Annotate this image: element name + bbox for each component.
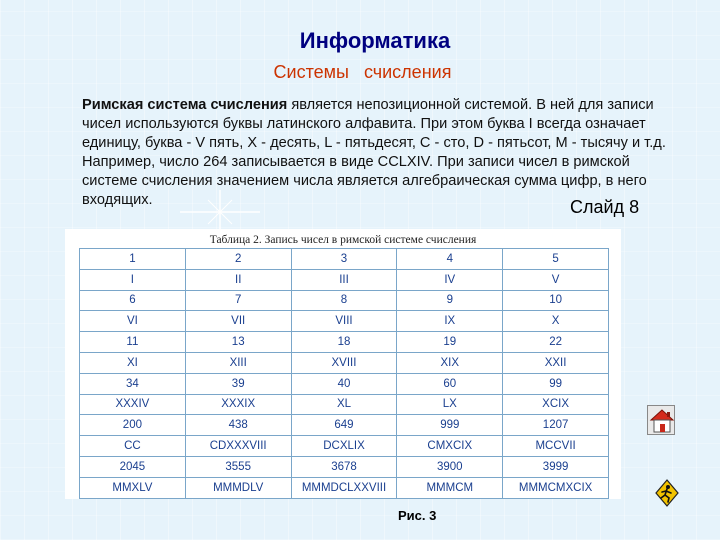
table-cell: CC: [80, 436, 186, 457]
table-cell: 4: [397, 249, 503, 270]
table-cell: XXII: [503, 352, 609, 373]
table-cell: XXXIX: [185, 394, 291, 415]
table-cell: 649: [291, 415, 397, 436]
home-button[interactable]: [647, 405, 675, 435]
table-cell: LX: [397, 394, 503, 415]
table-cell: CMXCIX: [397, 436, 503, 457]
slide-title: Информатика: [299, 28, 451, 53]
table-cell: XL: [291, 394, 397, 415]
table-cell: 11: [80, 332, 186, 353]
table-cell: 60: [397, 373, 503, 394]
table-cell: 7: [185, 290, 291, 311]
table-row: [80, 394, 609, 415]
table-cell: 3555: [185, 456, 291, 477]
table-cell: 3678: [291, 456, 397, 477]
home-icon: [648, 406, 676, 436]
table-cell: 13: [185, 332, 291, 353]
table-cell: II: [185, 269, 291, 290]
table-cell: MMMDCLXXVIII: [291, 477, 397, 498]
table-cell: 22: [503, 332, 609, 353]
table-cell: X: [503, 311, 609, 332]
table-cell: XXXIV: [80, 394, 186, 415]
table-cell: IX: [397, 311, 503, 332]
table-cell: 6: [80, 290, 186, 311]
table-row: [80, 311, 609, 332]
table-cell: 39: [185, 373, 291, 394]
table-cell: MCCVII: [503, 436, 609, 457]
table-cell: 5: [503, 249, 609, 270]
table-cell: 18: [291, 332, 397, 353]
table-cell: MMMCM: [397, 477, 503, 498]
table-cell: MMMCMXCIX: [503, 477, 609, 498]
exit-button[interactable]: [655, 479, 679, 507]
table-cell: 19: [397, 332, 503, 353]
table-cell: I: [80, 269, 186, 290]
roman-numerals-table: [79, 248, 609, 499]
table-cell: 40: [291, 373, 397, 394]
table-row: [80, 436, 609, 457]
slide-subtitle: Системы счисления: [273, 62, 452, 82]
table-cell: XI: [80, 352, 186, 373]
table-cell: 1207: [503, 415, 609, 436]
table-cell: XIII: [185, 352, 291, 373]
table-cell: III: [291, 269, 397, 290]
table-cell: 1: [80, 249, 186, 270]
table-row: [80, 415, 609, 436]
table-cell: MMXLV: [80, 477, 186, 498]
table-cell: V: [503, 269, 609, 290]
table-cell: 438: [185, 415, 291, 436]
table-cell: 200: [80, 415, 186, 436]
table-row: [80, 249, 609, 270]
table-cell: 999: [397, 415, 503, 436]
table-row: [80, 290, 609, 311]
table-cell: XCIX: [503, 394, 609, 415]
table-row: [80, 477, 609, 498]
figure-caption: Рис. 3: [398, 508, 437, 523]
table-cell: 10: [503, 290, 609, 311]
table-row: [80, 373, 609, 394]
table-cell: VIII: [291, 311, 397, 332]
table-cell: 2: [185, 249, 291, 270]
table-row: [80, 332, 609, 353]
slide-number: Слайд 8: [570, 197, 640, 217]
table-caption: Таблица 2. Запись чисел в римской системе счисления: [209, 234, 477, 246]
body-text-rest: является непозиционной системой. В ней для записи чисел используются буквы латинского алфавита. При этом буква I всегда означает единицу, буква - V пять, X - десять, L - пятьдесят, C - сто, D - пятьсот, M - тысячу и т.д. Например, число 264 записывается в виде CCLXIV. При записи чисел в римской системе счисления значением числа является алгебраическая сумма цифр, в него входящих.: [82, 97, 666, 208]
body-bold-term: Римская система счисления: [82, 97, 288, 113]
table-row: [80, 269, 609, 290]
table-row: [80, 352, 609, 373]
table-cell: 3999: [503, 456, 609, 477]
exit-runner-icon: [655, 479, 679, 507]
roman-numerals-table-figure: [65, 229, 621, 499]
table-cell: XIX: [397, 352, 503, 373]
table-cell: IV: [397, 269, 503, 290]
body-paragraph: [82, 96, 672, 210]
table-cell: 3: [291, 249, 397, 270]
table-cell: XVIII: [291, 352, 397, 373]
table-cell: DCXLIX: [291, 436, 397, 457]
table-cell: 8: [291, 290, 397, 311]
table-cell: 9: [397, 290, 503, 311]
table-cell: VI: [80, 311, 186, 332]
table-cell: 99: [503, 373, 609, 394]
table-cell: 3900: [397, 456, 503, 477]
table-cell: VII: [185, 311, 291, 332]
table-cell: 2045: [80, 456, 186, 477]
table-cell: MMMDLV: [185, 477, 291, 498]
table-row: [80, 456, 609, 477]
table-cell: 34: [80, 373, 186, 394]
table-cell: CDXXXVIII: [185, 436, 291, 457]
